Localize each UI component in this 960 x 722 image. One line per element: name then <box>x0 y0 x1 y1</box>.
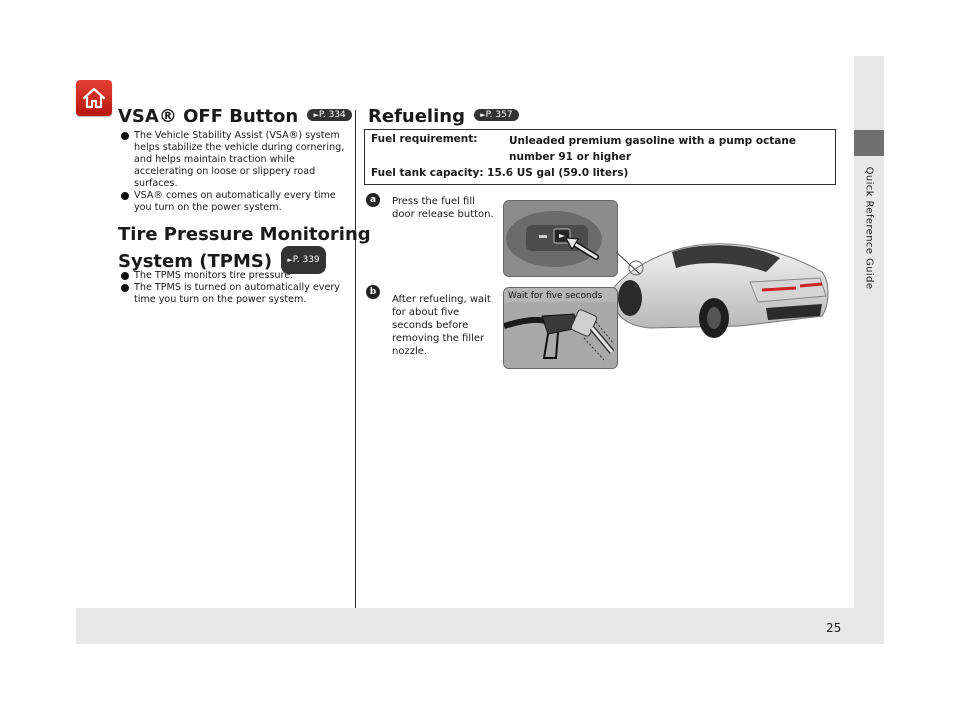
refueling-page-ref-link[interactable] <box>474 109 518 121</box>
home-icon <box>82 87 106 109</box>
fuel-nozzle-illustration <box>504 288 617 368</box>
refueling-page-ref: P. 357 <box>485 110 513 120</box>
step-marker-a: a <box>366 193 380 207</box>
nozzle-caption: Wait for five seconds <box>508 291 603 301</box>
fuel-nozzle-inset <box>503 287 618 369</box>
page-number: 25 <box>826 621 842 635</box>
list-item: VSA® comes on automatically every time you turn on the power system. <box>118 190 354 214</box>
refueling-heading <box>368 106 519 127</box>
step-marker-b: b <box>366 285 380 299</box>
callout-line <box>600 240 660 280</box>
tpms-title-line1: Tire Pressure Monitoring <box>118 224 371 245</box>
vsa-page-ref: P. 334 <box>318 110 346 120</box>
page-ref-arrow-icon: ► <box>480 111 486 119</box>
tpms-heading <box>118 222 371 276</box>
step-b-text: After refueling, wait for about five seconds before removing the filler nozzle. <box>392 294 491 357</box>
fuel-requirement-value: Unleaded premium gasoline with a pump octane number 91 or higher <box>509 135 796 163</box>
vsa-page-ref-link[interactable] <box>307 109 351 121</box>
vsa-bullet-list <box>118 130 354 214</box>
column-divider <box>355 110 356 608</box>
fuel-tank-capacity: Fuel tank capacity: 15.6 US gal (59.0 liters) <box>371 167 629 179</box>
refueling-title: Refueling <box>368 106 465 127</box>
tpms-title-line2: System (TPMS) <box>118 251 273 272</box>
list-item: The Vehicle Stability Assist (VSA®) system helps stabilize the vehicle during cornering, and helps maintain traction while accelerating on loose or slippery road surfaces. <box>118 130 354 190</box>
section-tab[interactable] <box>854 130 884 156</box>
list-item: The TPMS is turned on automatically every time you turn on the power system. <box>118 282 354 306</box>
section-label: Quick Reference Guide <box>863 166 875 290</box>
page-ref-arrow-icon: ► <box>313 111 319 119</box>
page-ref-arrow-icon: ► <box>287 256 293 264</box>
fuel-requirement-label: Fuel requirement: <box>371 133 478 145</box>
step-a-text: Press the fuel fill door release button. <box>392 196 494 220</box>
tpms-page-ref: P. 339 <box>292 255 320 265</box>
home-button[interactable] <box>76 80 112 116</box>
vsa-title: VSA® OFF Button <box>118 106 299 127</box>
vsa-heading <box>118 106 352 127</box>
tpms-bullet-list <box>118 270 354 306</box>
list-item: The TPMS monitors tire pressure. <box>118 270 354 282</box>
fuel-spec-box <box>364 129 836 185</box>
